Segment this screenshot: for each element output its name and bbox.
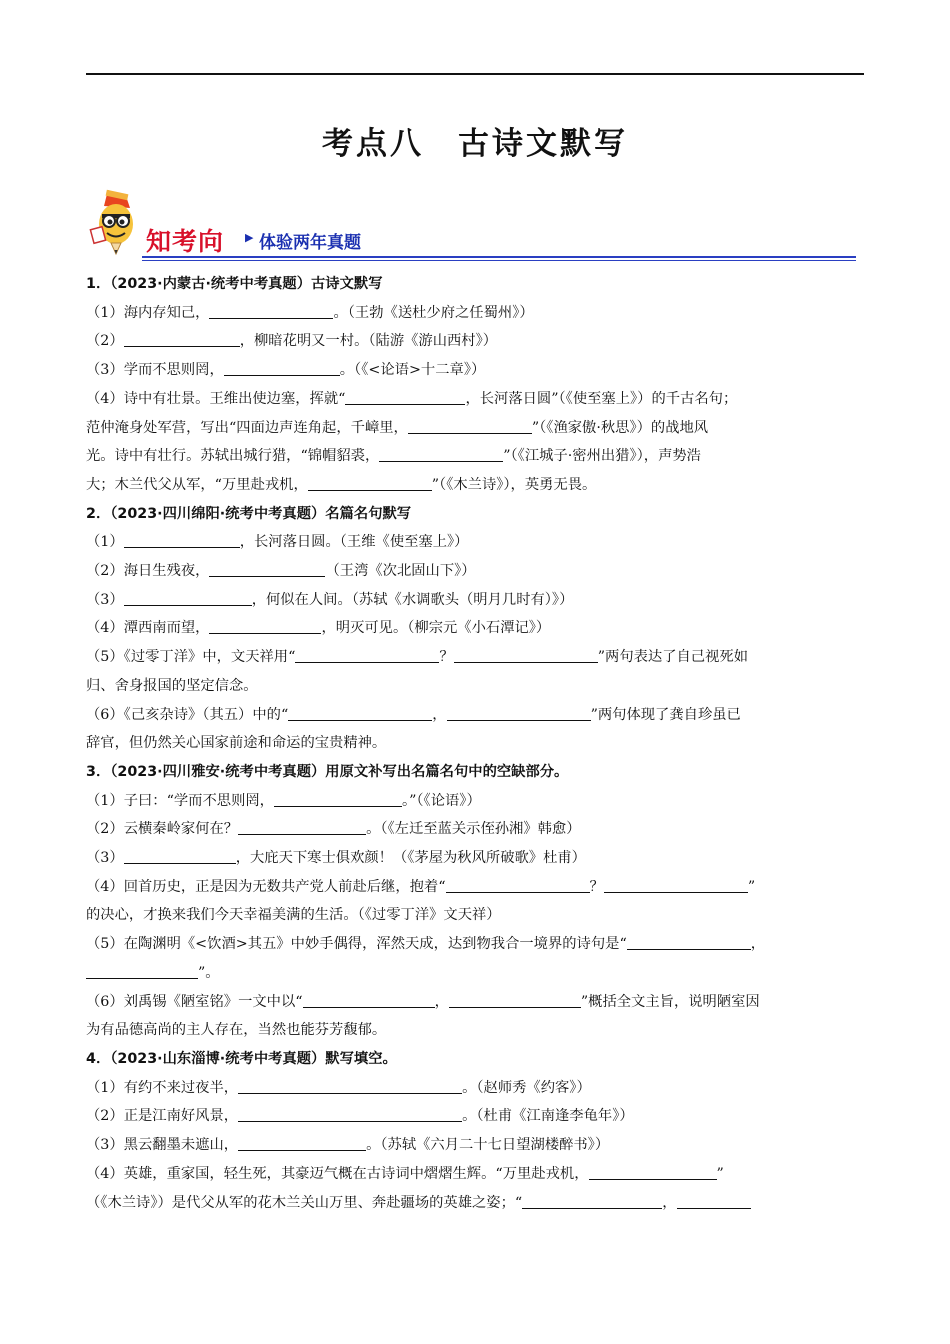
question-line: 辞官，但仍然关心国家前途和命运的宝贵精神。: [86, 735, 387, 752]
question-line: （3）学而不思则罔， 。（《<论语>十二章》）: [86, 356, 864, 385]
question-line: （5）《过零丁洋》中，文天祥用“ ？ ”两句表达了自己视死如: [86, 643, 864, 672]
question-line: 归、舍身报国的坚定信念。: [86, 677, 258, 694]
answer-blank[interactable]: [295, 645, 439, 663]
question-line: 的决心，才换来我们今天幸福美满的生活。（《过零丁洋》文天祥）: [86, 907, 501, 924]
question-line: （4）英雄，重家国，轻生死，其豪迈气概在古诗词中熠熠生辉。“万里赴戎机， ”: [86, 1160, 864, 1189]
question-line: （2）云横秦岭家何在？ 。（《左迁至蓝关示侄孙湘》韩愈）: [86, 815, 864, 844]
question-line: （2）正是江南好风景， 。（杜甫《江南逢李龟年》）: [86, 1102, 864, 1131]
banner-title: 知考向: [146, 227, 225, 256]
question-line: 为有品德高尚的主人存在，当然也能芬芳馥郁。: [86, 1022, 387, 1039]
question-line: （6）刘禹锡《陋室铭》一文中以“ ， ”概括全文主旨，说明陋室因: [86, 988, 864, 1017]
answer-blank[interactable]: [345, 387, 465, 405]
answer-blank[interactable]: [124, 588, 252, 606]
answer-blank[interactable]: [238, 1076, 462, 1094]
triangle-arrow-icon: ▶: [245, 231, 254, 244]
question-line: （2） ，柳暗花明又一村。（陆游《游山西村》）: [86, 327, 864, 356]
question-line: （1）子曰：“学而不思则罔， 。”（《论语》）: [86, 787, 864, 816]
question-heading: 2．（2023·四川绵阳·统考中考真题）名篇名句默写: [86, 505, 412, 522]
question-line: （3） ，大庇天下寒士俱欢颜！（《茅屋为秋风所破歌》杜甫）: [86, 844, 864, 873]
question-line: （4）回首历史，正是因为无数共产党人前赴后继，抱着“ ？ ”: [86, 873, 864, 902]
question-line: 范仲淹身处军营，写出“四面边声连角起，千嶂里， ”（《渔家傲·秋思》）的战地风: [86, 414, 864, 443]
answer-blank[interactable]: [308, 473, 432, 491]
page-title: 考点八 古诗文默写: [322, 126, 628, 162]
top-rule: [86, 73, 864, 75]
answer-blank[interactable]: [604, 875, 748, 893]
question-heading: 1．（2023·内蒙古·统考中考真题）古诗文默写: [86, 276, 383, 292]
section-banner: [86, 186, 856, 266]
question-line: （4）诗中有壮景。王维出使边塞，挥就“ ，长河落日圆”（《使至塞上》）的千古名句；: [86, 385, 864, 414]
answer-blank[interactable]: [589, 1162, 717, 1180]
answer-blank[interactable]: [627, 932, 751, 950]
question-list: [86, 270, 864, 1217]
pencil-mascot-icon: [86, 186, 146, 256]
answer-blank[interactable]: [408, 416, 532, 434]
answer-blank[interactable]: [447, 703, 591, 721]
answer-blank[interactable]: [379, 444, 503, 462]
question-heading: 3．（2023·四川雅安·统考中考真题）用原文补写出名篇名句中的空缺部分。: [86, 763, 569, 780]
answer-blank[interactable]: [124, 846, 236, 864]
answer-blank[interactable]: [449, 990, 581, 1008]
answer-blank[interactable]: [209, 616, 321, 634]
question-line: （1） ，长河落日圆。（王维《使至塞上》）: [86, 528, 864, 557]
answer-blank[interactable]: [303, 990, 435, 1008]
question-line: （《木兰诗》）是代父从军的花木兰关山万里、奔赴疆场的英雄之姿；“ ，: [86, 1189, 864, 1218]
question-heading: 4．（2023·山东淄博·统考中考真题）默写填空。: [86, 1050, 397, 1067]
question-line: 大；木兰代父从军，“万里赴戎机， ”（《木兰诗》），英勇无畏。: [86, 471, 864, 500]
answer-blank[interactable]: [238, 1133, 366, 1151]
answer-blank[interactable]: [209, 559, 325, 577]
answer-blank[interactable]: [124, 530, 240, 548]
banner-subtitle: 体验两年真题: [259, 233, 361, 253]
answer-blank[interactable]: [274, 789, 402, 807]
answer-blank[interactable]: [238, 1104, 462, 1122]
answer-blank[interactable]: [677, 1191, 751, 1209]
banner-rule: [142, 256, 856, 258]
answer-blank[interactable]: [454, 645, 598, 663]
question-line: （1）海内存知己， 。（王勃《送杜少府之任蜀州》）: [86, 299, 864, 328]
answer-blank[interactable]: [446, 875, 590, 893]
answer-blank[interactable]: [209, 301, 333, 319]
question-line: ”。: [86, 959, 864, 988]
question-line: （2）海日生残夜， （王湾《次北固山下》）: [86, 557, 864, 586]
answer-blank[interactable]: [224, 358, 340, 376]
answer-blank[interactable]: [124, 329, 240, 347]
question-line: （3）黑云翻墨未遮山， 。（苏轼《六月二十七日望湖楼醉书》）: [86, 1131, 864, 1160]
question-line: （3） ，何似在人间。（苏轼《水调歌头（明月几时有）》）: [86, 586, 864, 615]
answer-blank[interactable]: [86, 961, 198, 979]
question-line: 光。诗中有壮行。苏轼出城行猎，“锦帽貂裘， ”（《江城子·密州出猎》），声势浩: [86, 442, 864, 471]
banner-rule-thin: [142, 260, 856, 261]
question-line: （4）潭西南而望， ，明灭可见。（柳宗元《小石潭记》）: [86, 614, 864, 643]
answer-blank[interactable]: [522, 1191, 662, 1209]
answer-blank[interactable]: [288, 703, 432, 721]
question-line: （5）在陶渊明《<饮酒>其五》中妙手偶得，浑然天成，达到物我合一境界的诗句是“ ，: [86, 930, 864, 959]
question-line: （1）有约不来过夜半， 。（赵师秀《约客》）: [86, 1074, 864, 1103]
answer-blank[interactable]: [238, 817, 366, 835]
question-line: （6）《己亥杂诗》（其五）中的“ ， ”两句体现了龚自珍虽已: [86, 701, 864, 730]
